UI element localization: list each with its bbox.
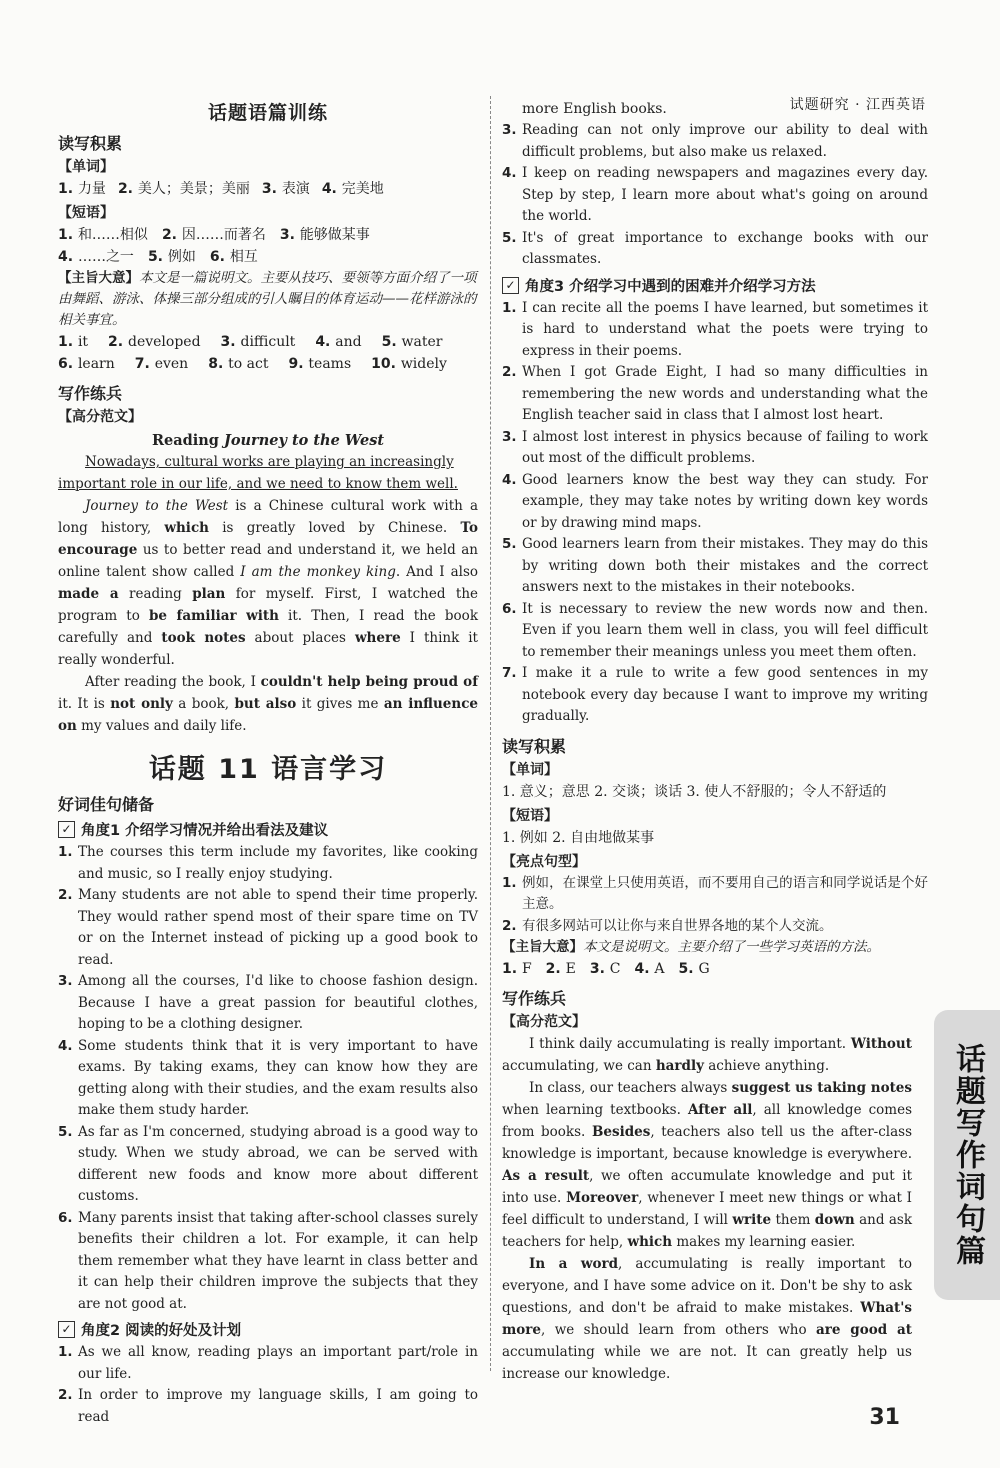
item-number: 7. (502, 665, 517, 681)
item-text: The courses this term include my favorites, like cooking and music, so I really enjoy studying. (78, 844, 478, 882)
item-text: 例如，在课堂上只使用英语，而不要用自己的语言和同学说话是个好主意。 (522, 874, 928, 912)
list-item (502, 663, 928, 728)
list-item (502, 427, 928, 470)
list-item (502, 916, 928, 938)
main-idea-2 (502, 937, 928, 958)
item-number: 2. (545, 961, 566, 977)
item-number: 2. (108, 334, 128, 350)
item-text: 有很多网站可以让你与来自世界各地的某个人交流。 (522, 917, 833, 934)
list-item (502, 298, 928, 363)
side-tab-text: 话题写作词句篇 (950, 1043, 985, 1267)
item-text: Good learners know the best way they can study. For example, they may take notes by writing down key words or by drawing mind maps. (522, 471, 928, 531)
word-answer (262, 178, 310, 200)
angle-3-text: 角度3 介绍学习中遇到的困难并介绍学习方法 (525, 278, 816, 295)
heading-reading-writing-2: 读写积累 (502, 736, 567, 756)
item-number: 1. (58, 181, 78, 197)
list-item (502, 228, 928, 271)
phrases-answers-2: 1. 例如 2. 自由地做某事 (502, 829, 655, 846)
list-item (58, 1122, 478, 1208)
checkmark-icon: ✓ (58, 1321, 75, 1338)
word-answer (118, 178, 250, 200)
phrase-answer (58, 224, 148, 246)
phrase-answer (162, 224, 266, 246)
item-number: 8. (208, 356, 229, 372)
list-item (502, 120, 928, 163)
list-item (58, 1208, 478, 1316)
list-item (502, 470, 928, 535)
item-text: 美人；美景；美丽 (137, 181, 250, 197)
item-number: 1. (58, 334, 78, 350)
item-text: As we all know, reading plays an important part/role in our life. (78, 1344, 478, 1382)
left-column (58, 98, 478, 1428)
item-text: It is necessary to review the new words now and then. Even if you learn them well in class, you will feel difficult to remember their meanings unless you meet them often. (522, 600, 928, 660)
cloze-answer (58, 353, 115, 375)
item-text: Many students are not able to spend their time properly. They would rather spend most of their spare time on TV or on the Internet instead of picking up a good book to read. (78, 887, 478, 968)
item-text: 表演 (281, 181, 310, 197)
item-number: 1. (502, 961, 522, 977)
heading-reading-writing: 读写积累 (58, 134, 123, 153)
item-number: 5. (502, 229, 517, 246)
label-model-essay-2: 【高分范文】 (502, 1014, 586, 1030)
words-answers (58, 178, 478, 200)
heading-writing-practice-2: 写作练兵 (502, 989, 567, 1008)
reading-answers (502, 958, 928, 980)
cloze-answer (135, 353, 188, 375)
item-number: 3. (58, 973, 73, 989)
label-highlight-sentences: 【亮点句型】 (502, 853, 586, 870)
angle-1-heading (58, 819, 478, 840)
cloze-answer (382, 331, 443, 353)
item-text: F (521, 961, 532, 977)
item-number: 2. (58, 887, 73, 903)
item-number: 2. (502, 917, 517, 934)
angle-3-list (502, 298, 928, 728)
list-item (502, 599, 928, 664)
word-answer (58, 178, 106, 200)
main-idea-text: 本文是一篇说明文。主要从技巧、要领等方面介绍了一项由舞蹈、游泳、体操三部分组成的引人瞩目的体育运动——花样游泳的相关事宜。 (58, 270, 477, 328)
item-number: 9. (288, 356, 309, 372)
item-text: water (401, 334, 443, 350)
item-number: 1. (58, 1344, 73, 1360)
item-number: 5. (58, 1123, 73, 1140)
angle-2-list (58, 1342, 478, 1428)
item-number: 6. (58, 356, 78, 372)
item-text: I almost lost interest in physics because of failing to work out most of the difficult problems. (522, 428, 928, 466)
essay-paragraph-2: Journey to the West is a Chinese cultural work with a long history, which is greatly loved by Chinese. To encourage us to better read and understand it, we held an online talent show called I am the monkey king. And I also made a reading plan for myself. First, I watched the program to be familiar with it. Then, I read the book carefully and took notes about places where I think it really wonderful. (58, 498, 479, 668)
model-essay-2 (502, 1033, 912, 1385)
item-number: 4. (321, 181, 342, 197)
item-text: and (335, 334, 362, 350)
angle-2-list-continued (502, 120, 928, 271)
reading-answer (502, 958, 532, 980)
list-item (58, 1036, 478, 1122)
reading-answer (546, 958, 576, 980)
continued-line: more English books. (522, 101, 667, 117)
item-text: ……之一 (77, 249, 134, 265)
item-text: E (565, 961, 576, 977)
right-column (502, 98, 928, 1385)
essay-paragraph-3: After reading the book, I couldn't help being proud of it. It is not only a book, but also it gives me an influence on my values and daily life. (58, 674, 479, 734)
essay-title-book: Journey to the West (223, 432, 385, 449)
item-text: to act (228, 356, 269, 372)
item-text: As far as I'm concerned, studying abroad is a good way to study. When we study abroad, we can be served with different new foods and know more about different customs. (78, 1123, 478, 1204)
list-item (58, 1385, 478, 1428)
cloze-answer (208, 353, 268, 375)
list-item (58, 885, 478, 971)
item-text: Reading can not only improve our ability to deal with difficult problems, but also make us relaxed. (522, 122, 928, 160)
item-text: I make it a rule to write a few good sentences in my notebook every day because I want to improve my writing gradually. (522, 665, 928, 724)
item-number: 5. (502, 536, 517, 552)
item-number: 1. (502, 299, 517, 316)
item-number: 2. (502, 364, 517, 380)
label-words-2: 【单词】 (502, 761, 558, 778)
item-number: 3. (220, 334, 241, 350)
item-number: 6. (209, 249, 230, 265)
item-number: 3. (279, 227, 300, 243)
cloze-answer (221, 331, 296, 353)
label-phrases-2: 【短语】 (502, 807, 558, 824)
label-words: 【单词】 (58, 159, 114, 175)
word-answer (322, 178, 384, 200)
main-idea (58, 268, 478, 331)
column-divider (490, 96, 491, 1371)
item-number: 6. (58, 1209, 73, 1226)
item-number: 1. (502, 874, 517, 891)
item-number: 5. (381, 334, 402, 350)
angle-2-text: 角度2 阅读的好处及计划 (81, 1323, 242, 1339)
checkmark-icon: ✓ (58, 821, 75, 838)
cloze-answer (108, 331, 201, 353)
essay2-paragraph-3: In a word, accumulating is really important to everyone, and I have some advice on it. Don't be shy to ask questions, and don't be afraid to make mistakes. What's more, we should learn from others who are good at accumulating while we are not. It can greatly help us increase our knowledge. (502, 1256, 912, 1382)
essay-title (58, 432, 478, 449)
essay-intro: Nowadays, cultural works are playing an increasingly important role in our life, and we need to know them well. (58, 454, 458, 492)
list-item (502, 534, 928, 599)
item-text: developed (127, 334, 201, 350)
item-text: It's of great importance to exchange books with our classmates. (522, 229, 928, 267)
list-item (502, 873, 928, 916)
checkmark-icon: ✓ (502, 277, 519, 294)
essay2-paragraph-2: In class, our teachers always suggest us taking notes when learning textbooks. After all, all knowledge comes from books. Besides, teachers also tell us the after-class knowledge is important, because knowledge is everywhere. As a result, we often accumulate knowledge and put it into use. Moreover, whenever I meet new things or what I feel difficult to understand, I will write them down and ask teachers for help, which makes my learning easier. (502, 1080, 913, 1250)
item-text: In order to improve my language skills, I am going to read (78, 1387, 478, 1425)
list-item (58, 1342, 478, 1385)
item-number: 7. (134, 356, 155, 372)
label-model-essay: 【高分范文】 (58, 409, 142, 425)
list-item (58, 842, 478, 885)
item-text: When I got Grade Eight, I had so many difficulties in remembering the new words and understanding what the English teacher said in class that I almost lost heart. (522, 364, 928, 423)
cloze-answers (58, 331, 478, 375)
item-number: 4. (634, 961, 655, 977)
essay-title-prefix: Reading (151, 432, 224, 449)
angle-1-list (58, 842, 478, 1315)
phrase-answer (210, 246, 258, 268)
main-idea-tag-2: 【主旨大意】 (502, 939, 583, 955)
item-text: 相互 (229, 249, 258, 265)
item-number: 5. (147, 249, 168, 265)
item-text: I can recite all the poems I have learned, but sometimes it is hard to understand what the poets were trying to express in their poems. (522, 299, 928, 359)
heading-good-words: 好词佳句储备 (58, 795, 155, 814)
reading-answer (590, 958, 621, 980)
phrase-answer (148, 246, 196, 268)
item-text: even (154, 356, 189, 372)
cloze-answer (315, 331, 361, 353)
essay2-paragraph-1: I think daily accumulating is really important. Without accumulating, we can hardly achieve anything. (502, 1036, 912, 1074)
item-number: 10. (371, 356, 401, 372)
phrases-line-2 (58, 246, 478, 268)
item-number: 2. (58, 1387, 73, 1403)
reading-answer (679, 958, 710, 980)
angle-3-heading (502, 275, 928, 296)
item-text: learn (77, 356, 115, 372)
item-text: teams (308, 356, 352, 372)
phrase-answer (58, 246, 134, 268)
item-text: 因……而著名 (181, 227, 266, 243)
highlight-sentences-list (502, 873, 928, 938)
item-number: 3. (261, 181, 282, 197)
item-text: Among all the courses, I'd like to choose fashion design. Because I have a great passion for beautiful clothes, hoping to be a clothing designer. (78, 973, 478, 1032)
item-text: Many parents insist that taking after-school classes surely benefits their children a lot. For example, it can help them remember what they have learnt in class better and it can help their children improve the subjects that they are not good at. (78, 1209, 478, 1312)
item-number: 4. (58, 1037, 73, 1054)
item-number: 6. (502, 600, 517, 617)
item-text: widely (400, 356, 447, 372)
item-number: 2. (117, 181, 138, 197)
item-number: 4. (58, 249, 78, 265)
item-text: A (654, 961, 665, 977)
item-text: 力量 (77, 181, 106, 197)
item-text: Good learners learn from their mistakes. They may do this by writing down both their mistakes and the correct answers next to the mistakes in their notebooks. (522, 536, 928, 595)
reading-answer (634, 958, 664, 980)
item-number: 3. (502, 122, 517, 138)
item-number: 3. (589, 961, 610, 977)
item-text: Some students think that it is very important to have exams. By taking exams, they can know how they are getting along with their studies, and the exam results also make them study harder. (78, 1037, 478, 1118)
heading-writing-practice: 写作练兵 (58, 384, 123, 403)
phrases-line-1 (58, 224, 478, 246)
item-number: 1. (58, 844, 73, 860)
cloze-answer (288, 353, 351, 375)
item-text: 完美地 (341, 181, 384, 197)
item-number: 4. (502, 165, 517, 181)
item-number: 3. (502, 428, 517, 445)
item-text: 能够做某事 (299, 227, 370, 243)
item-number: 1. (58, 227, 78, 243)
item-text: G (698, 961, 710, 977)
label-phrases: 【短语】 (58, 205, 114, 221)
item-text: C (609, 961, 621, 977)
cloze-answer (58, 331, 88, 353)
list-item (502, 362, 928, 427)
words-answers-2: 1. 意义；意思 2. 交谈；谈话 3. 使人不舒服的；令人不舒适的 (502, 783, 887, 800)
section-title-topic-training: 话题语篇训练 (207, 102, 328, 124)
topic-11-title: 话题 11 语言学习 (148, 754, 388, 785)
side-tab (934, 1010, 1000, 1300)
item-text: 和……相似 (77, 227, 148, 243)
item-number: 4. (315, 334, 336, 350)
cloze-answer (371, 353, 447, 375)
list-item (502, 163, 928, 228)
item-text: I keep on reading newspapers and magazines every day. Step by step, I learn more about what's going on around the world. (522, 165, 928, 224)
item-text: 例如 (167, 249, 196, 265)
item-text: it (77, 334, 89, 350)
item-number: 5. (678, 961, 699, 977)
main-idea-tag: 【主旨大意】 (58, 270, 139, 286)
page-number: 31 (869, 1405, 900, 1430)
item-text: difficult (240, 334, 296, 350)
phrase-answer (280, 224, 370, 246)
list-item (58, 971, 478, 1036)
item-number: 4. (502, 471, 517, 488)
page-header: 试题研究 · 江西英语 (789, 97, 926, 113)
angle-2-heading (58, 1319, 478, 1340)
angle-1-text: 角度1 介绍学习情况并给出看法及建议 (81, 823, 329, 839)
item-number: 2. (161, 227, 182, 243)
main-idea-text-2: 本文是说明文。主要介绍了一些学习英语的方法。 (583, 939, 880, 955)
